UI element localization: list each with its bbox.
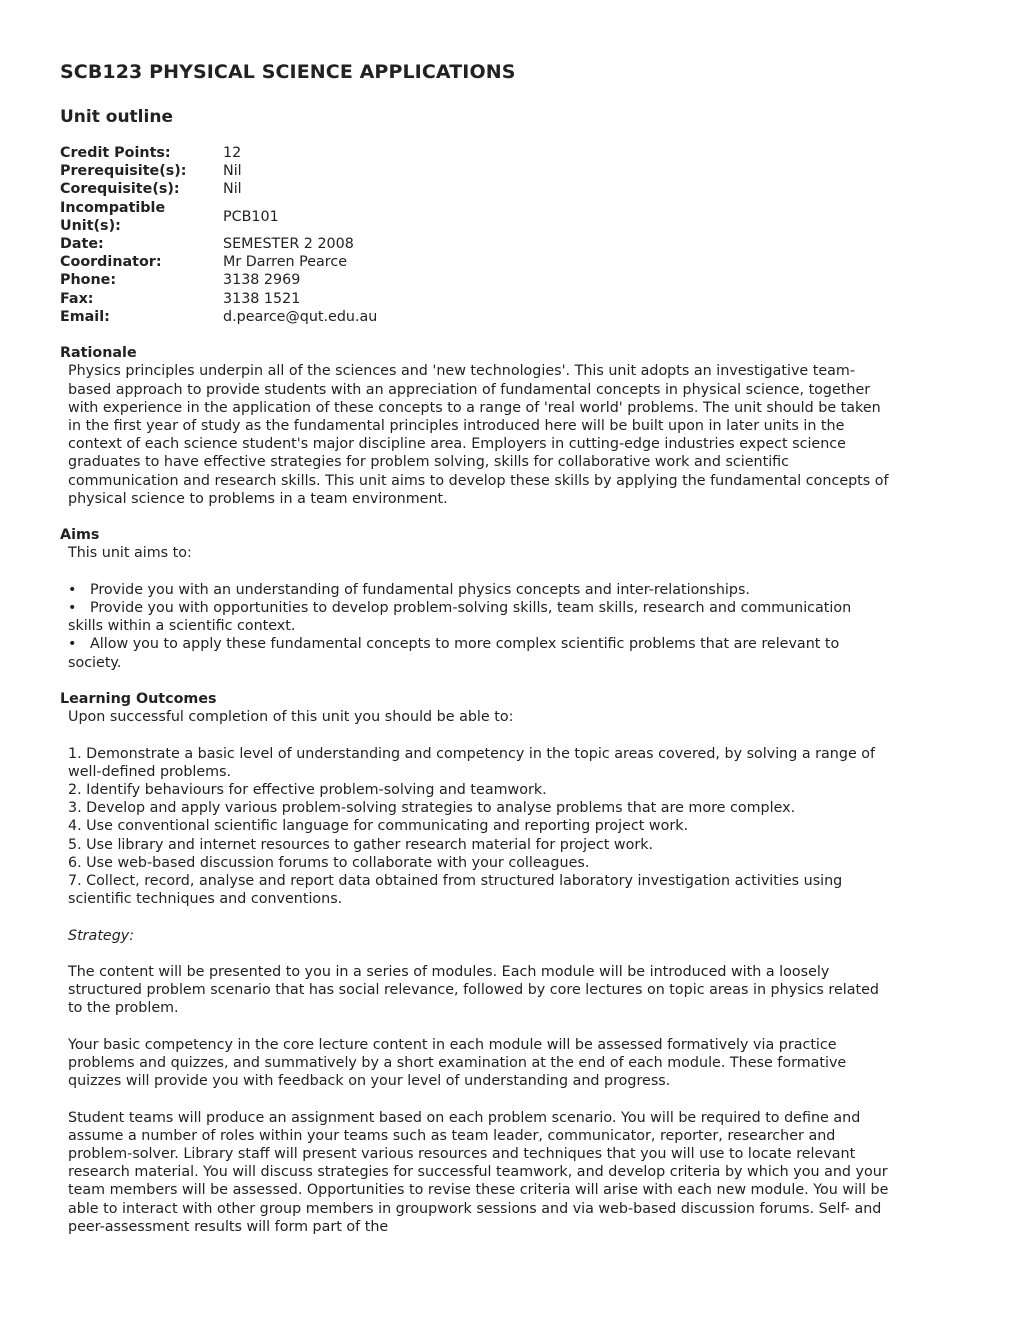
strategy-paragraph: The content will be presented to you in a series of modules. Each module will be introduced with a loosely structured problem scenario that has social relevance, followed by core lectures on topic areas in physics related to the problem. bbox=[68, 964, 879, 1017]
info-label: Fax: bbox=[60, 290, 94, 307]
document-page bbox=[60, 58, 890, 1236]
aims-list-item bbox=[60, 635, 890, 671]
bullet-icon: • bbox=[68, 581, 77, 598]
outcome-item: 4. Use conventional scientific language for communicating and reporting project work. bbox=[68, 818, 689, 835]
unit-info-table bbox=[60, 144, 377, 326]
info-value: Nil bbox=[223, 181, 242, 198]
info-value: 12 bbox=[223, 145, 242, 161]
info-value: SEMESTER 2 2008 bbox=[223, 236, 354, 253]
info-value: PCB101 bbox=[223, 208, 279, 225]
info-label: Prerequisite(s): bbox=[60, 163, 187, 180]
info-value: Mr Darren Pearce bbox=[223, 254, 348, 271]
outcome-item: 7. Collect, record, analyse and report data obtained from structured laboratory investigation activities using scientific techniques and conventions. bbox=[68, 873, 843, 908]
info-label: Incompatible Unit(s): bbox=[60, 199, 166, 234]
info-label: Phone: bbox=[60, 272, 117, 289]
info-row bbox=[60, 308, 377, 326]
outcome-item: 3. Develop and apply various problem-solving strategies to analyse problems that are more complex. bbox=[68, 800, 796, 817]
info-value: d.pearce@qut.edu.au bbox=[223, 308, 378, 325]
info-row bbox=[60, 271, 377, 289]
aims-heading: Aims bbox=[60, 527, 100, 544]
aims-item-text: Provide you with opportunities to develop problem-solving skills, team skills, research and communication skills within a scientific context. bbox=[68, 600, 852, 635]
aims-item-text: Provide you with an understanding of fundamental physics concepts and inter-relationships. bbox=[90, 581, 750, 598]
info-row bbox=[60, 180, 377, 198]
info-row bbox=[60, 235, 377, 253]
bullet-icon: • bbox=[68, 636, 77, 653]
aims-list-item bbox=[60, 599, 890, 635]
outcome-item: 2. Identify behaviours for effective problem-solving and teamwork. bbox=[68, 782, 547, 799]
learning-outcomes-intro: Upon successful completion of this unit you should be able to: bbox=[68, 709, 514, 726]
rationale-text: Physics principles underpin all of the sciences and 'new technologies'. This unit adopts an investigative team-based approach to provide students with an appreciation of fundamental concepts in physical science, together with experience in the application of these concepts to a range of 'real world' problems. The unit should be taken in the first year of study as the fundamental principles introduced here will be built upon in later units in the context of each science student's major discipline area. Employers in cutting-edge industries expect science graduates to have effective strategies for problem solving, skills for collaborative work and scientific communication and research skills. This unit aims to develop these skills by applying the fundamental concepts of physical science to problems in a team environment. bbox=[68, 363, 889, 507]
page-subtitle: Unit outline bbox=[60, 107, 173, 127]
info-label: Date: bbox=[60, 236, 104, 253]
aims-list-item bbox=[60, 581, 890, 599]
outcome-item: 1. Demonstrate a basic level of understanding and competency in the topic areas covered, by solving a range of well-defined problems. bbox=[68, 745, 876, 780]
info-row bbox=[60, 253, 377, 271]
outcome-item: 6. Use web-based discussion forums to collaborate with your colleagues. bbox=[68, 854, 590, 871]
info-label: Corequisite(s): bbox=[60, 181, 180, 198]
rationale-heading: Rationale bbox=[60, 345, 137, 362]
page-title: SCB123 PHYSICAL SCIENCE APPLICATIONS bbox=[60, 61, 516, 83]
info-row bbox=[60, 162, 377, 180]
bullet-icon: • bbox=[68, 600, 77, 617]
info-label: Credit Points: bbox=[60, 145, 171, 161]
info-value: Nil bbox=[223, 163, 242, 180]
strategy-paragraph: Your basic competency in the core lecture content in each module will be assessed formatively via practice problems and quizzes, and summatively by a short examination at the end of each module. These formative quizzes will provide you with feedback on your level of understanding and progress. bbox=[68, 1036, 847, 1090]
info-row bbox=[60, 144, 377, 162]
learning-outcomes-heading: Learning Outcomes bbox=[60, 691, 217, 708]
info-label: Email: bbox=[60, 308, 110, 325]
aims-intro: This unit aims to: bbox=[68, 545, 192, 562]
info-value: 3138 2969 bbox=[223, 272, 301, 289]
outcome-item: 5. Use library and internet resources to gather research material for project work. bbox=[68, 836, 654, 853]
info-row bbox=[60, 199, 377, 235]
info-row bbox=[60, 290, 377, 308]
strategy-paragraph: Student teams will produce an assignment based on each problem scenario. You will be required to define and assume a number of roles within your teams such as team leader, communicator, reporter, researcher and problem-solver. Library staff will present various resources and techniques that you will use to locate relevant research material. You will discuss strategies for successful teamwork, and develop criteria by which you and your team members will be assessed. Opportunities to revise these criteria will arise with each new module. You will be able to interact with other group members in groupwork sessions and via web-based discussion forums. Self- and peer-assessment results will form part of the bbox=[68, 1109, 889, 1235]
info-value: 3138 1521 bbox=[223, 290, 301, 307]
strategy-heading: Strategy: bbox=[68, 927, 135, 944]
info-label: Coordinator: bbox=[60, 254, 162, 271]
aims-item-text: Allow you to apply these fundamental concepts to more complex scientific problems that are relevant to society. bbox=[68, 636, 840, 671]
